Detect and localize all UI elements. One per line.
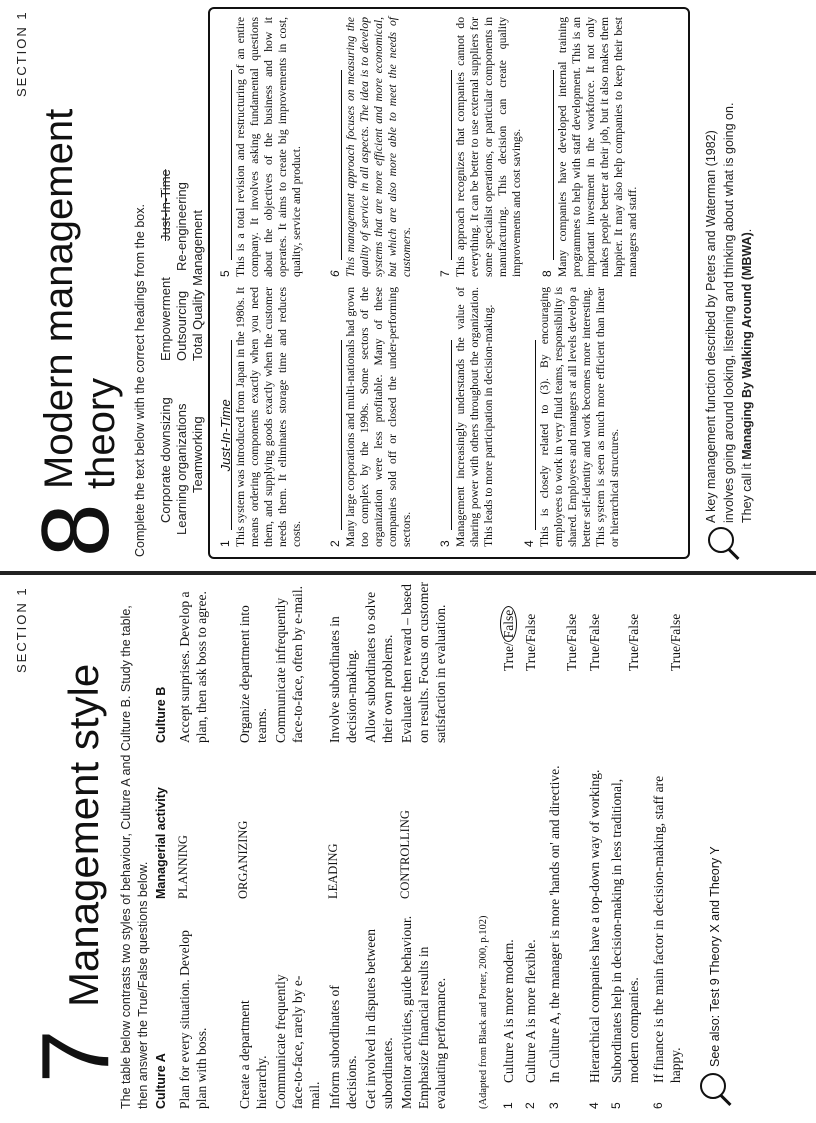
table-cell-a: Communicate frequently face-to-face, rarely by e-mail. — [273, 974, 322, 1109]
table-cell-b: Allow subordinates to solve their own problems. — [363, 591, 395, 743]
option-item[interactable]: Corporate downsizing — [158, 397, 173, 523]
gap-item: 2 Many large corporations and multi-nationals had grown too complex by the 1990s. Some sectors of the organization were less profitable. Many of these companies sold off or closed the under-performing sectors. — [328, 287, 413, 547]
gap-item: 3 Management increasingly understands the value of sharing power with others throughout the organization. This leads to more participation in decision-making. — [438, 287, 495, 547]
gap-item: 7 This approach recognizes that companies cannot do everything. It can be better to use external suppliers for some specialist operations, or particular components in manufacturing. This decision can create quality improvements and cost savings. — [438, 17, 523, 277]
gap-item: 5 This is a total revision and restructuring of an entire company. It involves asking fundamental questions about the objectives of the business and how it operates. It aims to create big improvements in cost, quality, service and product. — [218, 17, 303, 277]
table-cell-a: Plan for every situation. Develop plan with boss. — [177, 930, 209, 1109]
true-false-answer[interactable]: True/False — [523, 613, 538, 671]
option-item-used[interactable]: Just-In-Time — [158, 169, 173, 241]
table-cell-b: Organize department into teams. — [237, 605, 269, 743]
book-spine — [0, 571, 816, 575]
table-cell-a: Monitor activities, guide behaviour. Emphasize financial results in evaluating performance. — [399, 915, 448, 1109]
answer-line[interactable] — [439, 340, 452, 530]
answer-line[interactable] — [439, 70, 452, 260]
instruction-text: Complete the text below with the correct headings from the box. — [133, 204, 147, 557]
table-cell-b: Communicate infrequently face-to-face, often by e-mail. — [273, 585, 305, 743]
true-false-answer[interactable]: True/False — [626, 613, 641, 671]
answer-line[interactable]: Just-In-Time — [219, 340, 232, 530]
page-7: SECTION 1 7 Management style The table below contrasts two styles of behaviour, Culture A and Culture B. Study the table, then answer the True/False questions below. Culture A Managerial activity Culture B Plan for every situation. Develop plan with boss. PLANNING Accept surprises. Develop a plan, then ask boss to agree. Create a department hierarchy. ORGANIZING Organize department into teams. Communicate frequently face-to-face, rarely by e-mail. Communicate infrequently face-to-face, often by e-mail. Inform subordinates of decisions. LEADING Involve subordinates in decision-making. Get involved in disputes between subordinates. Allow subordinates to solve their own problems. Monitor activities, guide behaviour. Emphasize financial results in evaluating performance. CONTROLLING Evaluate then reward – based on results. Focus on customer satisfaction in evaluation. (Adapted from Black and Porter, 2000, p.102) 1 Culture A is more modern. True/False 2 Culture A is more flexible. True/False 3 In Culture A, the manager is more 'hands on' and directive. True/False 4 Hierarchical companies have a top-down way of working. True/False 5 Subordinates help in decision-making in less traditional, modern companies. True/False 6 If finance is the main factor in decision-making, staff are happy. True/False See also: Test 9 Theory X and Theory Y — [0, 575, 816, 1123]
table-cell-a: Inform subordinates of decisions. — [327, 985, 359, 1109]
true-false-answer[interactable]: True/False — [668, 613, 683, 671]
see-also-link[interactable]: See also: Test 9 Theory X and Theory Y — [708, 846, 722, 1067]
option-item[interactable]: Re-engineering — [174, 182, 189, 271]
answer-line[interactable] — [329, 340, 342, 530]
section-label: SECTION 1 — [14, 10, 29, 97]
option-item[interactable]: Empowerment — [158, 277, 173, 361]
table-cell-a: Create a department hierarchy. — [237, 1000, 269, 1109]
option-item[interactable]: Teamworking — [190, 416, 205, 493]
magnifier-icon — [700, 1073, 726, 1099]
gap-item: 8 Many companies have developed internal training programmes to help with staff development. This is an important investment in the workforce. It not only makes people better at their job, but it also makes them happier. It may also help companies to keep their best managers and staff. — [540, 17, 639, 277]
answer-line[interactable] — [523, 340, 536, 530]
option-item[interactable]: Outsourcing — [174, 290, 189, 361]
circled-answer: False — [500, 606, 517, 643]
unit-number: 8 — [22, 503, 129, 557]
gap-item: 6 This management approach focuses on measuring the quality of service in all aspects. The idea is to develop systems that are more efficient and more economical, but which are also more able to meet the needs of customers. — [328, 17, 413, 277]
col-header-culture-a: Culture A — [154, 1053, 168, 1109]
gap-item: 1Just-In-Time This system was introduced from Japan in the 1980s. It means ordering components exactly when you need them, and supplying goods exactly when the customer needs them. It eliminates storage time and reduces costs. — [218, 287, 303, 547]
key-note: A key management function described by Peters and Waterman (1982) involves going around looking, listening and thinking about what is going on. They call it Managing By Walking Around (MBWA). — [704, 102, 754, 523]
table-cell-activity: PLANNING — [176, 835, 190, 899]
table-cell-b: Involve subordinates in decision-making. — [327, 616, 359, 743]
table-cell-b: Evaluate then reward – based on results. Focus on customer satisfaction in evaluation. — [399, 582, 448, 743]
table-cell-activity: CONTROLLING — [398, 810, 412, 899]
page-title: Modern management theory — [37, 108, 123, 489]
answer-line[interactable] — [541, 70, 554, 260]
answer-line[interactable] — [329, 70, 342, 260]
col-header-activity: Managerial activity — [154, 787, 168, 899]
table-cell-a: Get involved in disputes between subordinates. — [363, 929, 395, 1109]
option-item[interactable]: Total Quality Management — [190, 209, 205, 361]
table-cell-activity: LEADING — [326, 843, 340, 899]
true-false-answer[interactable]: True/False — [564, 613, 579, 671]
page-title: Management style — [60, 663, 107, 1007]
answer-line[interactable] — [219, 70, 232, 260]
intro-text: The table below contrasts two styles of behaviour, Culture A and Culture B. Study the table, then answer the True/False questions below. — [119, 605, 150, 1109]
section-label: SECTION 1 — [14, 586, 29, 673]
table-cell-b: Accept surprises. Develop a plan, then ask boss to agree. — [177, 591, 209, 743]
gap-fill-box — [208, 7, 690, 559]
true-false-answer[interactable]: True/False — [500, 606, 517, 671]
source-citation: (Adapted from Black and Porter, 2000, p.102) — [478, 915, 489, 1109]
magnifier-icon — [708, 527, 734, 553]
true-false-answer[interactable]: True/False — [587, 613, 602, 671]
option-item[interactable]: Learning organizations — [174, 403, 189, 535]
gap-item: 4 This is closely related to (3). By encouraging employees to work in very fluid teams, responsibility is shared. Employees and managers at all levels develop a better self-identity and work becomes more interesting. This system is seen as much more efficient than linear or hierarchical structures. — [522, 287, 621, 547]
col-header-culture-b: Culture B — [154, 686, 168, 743]
table-cell-activity: ORGANIZING — [236, 820, 250, 899]
unit-number: 7 — [22, 1029, 129, 1083]
